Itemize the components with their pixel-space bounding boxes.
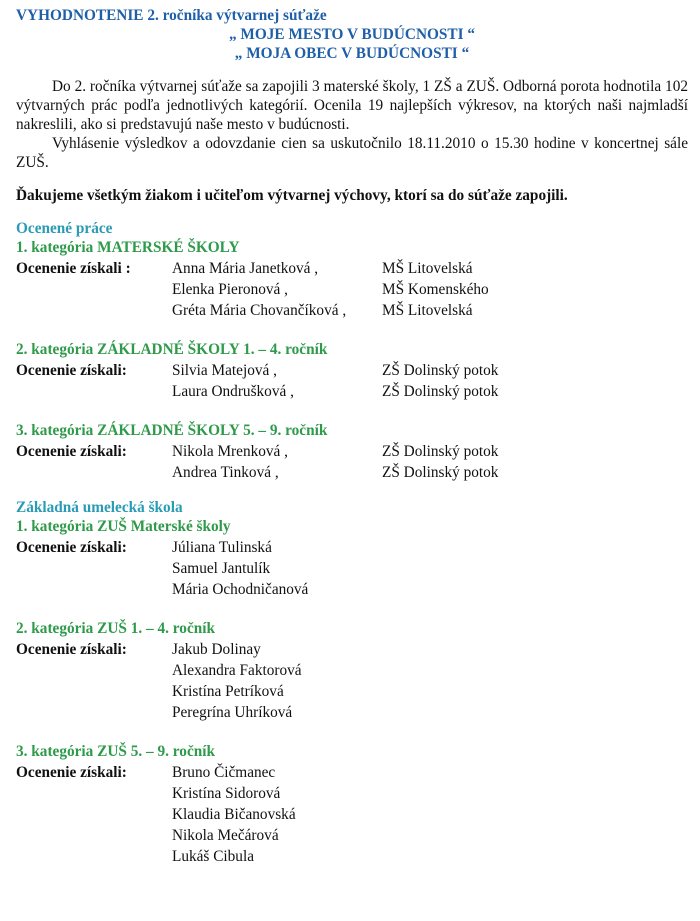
category-block bbox=[16, 517, 688, 601]
winner-name: Laura Ondrušková , bbox=[172, 383, 294, 400]
winner-school: MŠ Litovelská bbox=[382, 302, 473, 319]
winner-name: Júliana Tulinská bbox=[172, 539, 272, 556]
winner-school: ZŠ Dolinský potok bbox=[382, 443, 499, 460]
category-block bbox=[16, 340, 688, 403]
winner-name: Nikola Mečárová bbox=[172, 827, 279, 844]
winner-school: MŠ Komenského bbox=[382, 281, 489, 298]
awarded-label: Ocenenie získali: bbox=[16, 539, 127, 556]
winner-row bbox=[16, 826, 688, 847]
winner-row bbox=[16, 682, 688, 703]
awarded-label: Ocenenie získali: bbox=[16, 641, 127, 658]
winner-school: ZŠ Dolinský potok bbox=[382, 383, 499, 400]
category-title: 2. kategória ZÁKLADNÉ ŠKOLY 1. – 4. ročník bbox=[16, 341, 328, 358]
category-block bbox=[16, 619, 688, 724]
category-title: 3. kategória ZÁKLADNÉ ŠKOLY 5. – 9. ročník bbox=[16, 422, 328, 439]
document-page bbox=[16, 6, 688, 868]
winner-name: Gréta Mária Chovančíková , bbox=[172, 302, 347, 319]
section-awarded-works-title: Ocenené práce bbox=[16, 220, 113, 237]
competition-name-city: „ MOJE MESTO V BUDÚCNOSTI “ bbox=[228, 26, 476, 43]
winner-row bbox=[16, 559, 688, 580]
winner-school: MŠ Litovelská bbox=[382, 260, 473, 277]
winner-name: Silvia Matejová , bbox=[172, 362, 277, 379]
winner-row bbox=[16, 763, 688, 784]
winner-row bbox=[16, 640, 688, 661]
section-awarded-works bbox=[16, 238, 688, 484]
category-title: 1. kategória ZUŠ Materské školy bbox=[16, 518, 231, 535]
winner-name: Klaudia Bičanovská bbox=[172, 806, 296, 823]
winner-school: ZŠ Dolinský potok bbox=[382, 362, 499, 379]
winner-name: Samuel Jantulík bbox=[172, 560, 271, 577]
winner-row bbox=[16, 301, 688, 322]
winner-row bbox=[16, 280, 688, 301]
winner-row bbox=[16, 361, 688, 382]
winner-row bbox=[16, 463, 688, 484]
winner-name: Andrea Tinková , bbox=[172, 464, 279, 481]
winner-row bbox=[16, 703, 688, 724]
winner-row bbox=[16, 580, 688, 601]
winner-name: Peregrína Uhríková bbox=[172, 704, 293, 721]
winner-name: Mária Ochodničanová bbox=[172, 581, 309, 598]
category-block bbox=[16, 238, 688, 322]
winner-row bbox=[16, 661, 688, 682]
winner-name: Alexandra Faktorová bbox=[172, 662, 302, 679]
category-block bbox=[16, 421, 688, 484]
winner-row bbox=[16, 382, 688, 403]
awarded-label: Ocenenie získali : bbox=[16, 260, 131, 277]
category-title: 2. kategória ZUŠ 1. – 4. ročník bbox=[16, 620, 216, 637]
awarded-label: Ocenenie získali: bbox=[16, 764, 127, 781]
winner-name: Elenka Pieronová , bbox=[172, 281, 288, 298]
thanks-note: Ďakujeme všetkým žiakom i učiteľom výtvarnej výchovy, ktorí sa do súťaže zapojili. bbox=[16, 187, 568, 204]
intro-paragraph-1: Do 2. ročníka výtvarnej súťaže sa zapojili 3 materské školy, 1 ZŠ a ZUŠ. Odborná porota hodnotila 102 výtvarných prác podľa jednotlivých kategórií. Ocenila 19 najlepších výkresov, na ktorých naši najmladší nakreslili, ako si predstavujú naše mesto v budúcnosti. bbox=[16, 78, 688, 133]
awarded-label: Ocenenie získali: bbox=[16, 362, 127, 379]
winner-row bbox=[16, 784, 688, 805]
winner-name: Anna Mária Janetková , bbox=[172, 260, 319, 277]
category-block bbox=[16, 742, 688, 868]
winner-name: Nikola Mrenková , bbox=[172, 443, 288, 460]
competition-name-village: „ MOJA OBEC V BUDÚCNOSTI “ bbox=[234, 45, 470, 62]
intro-paragraph-2: Vyhlásenie výsledkov a odovzdanie cien sa uskutočnilo 18.11.2010 o 15.30 hodine v koncertnej sále ZUŠ. bbox=[16, 135, 688, 171]
section-art-school-title: Základná umelecká škola bbox=[16, 499, 183, 516]
winner-school: ZŠ Dolinský potok bbox=[382, 464, 499, 481]
section-art-school bbox=[16, 517, 688, 868]
winner-name: Lukáš Cibula bbox=[172, 848, 254, 865]
document-title: VYHODNOTENIE 2. ročníka výtvarnej súťaže bbox=[16, 7, 327, 24]
awarded-label: Ocenenie získali: bbox=[16, 443, 127, 460]
winner-row bbox=[16, 538, 688, 559]
winner-name: Kristína Petríková bbox=[172, 683, 284, 700]
category-title: 3. kategória ZUŠ 5. – 9. ročník bbox=[16, 743, 216, 760]
winner-name: Kristína Sidorová bbox=[172, 785, 281, 802]
winner-name: Jakub Dolinay bbox=[172, 641, 261, 658]
winner-row bbox=[16, 259, 688, 280]
category-title: 1. kategória MATERSKÉ ŠKOLY bbox=[16, 239, 240, 256]
winner-row bbox=[16, 847, 688, 868]
winner-name: Bruno Čičmanec bbox=[172, 764, 276, 781]
winner-row bbox=[16, 805, 688, 826]
winner-row bbox=[16, 442, 688, 463]
